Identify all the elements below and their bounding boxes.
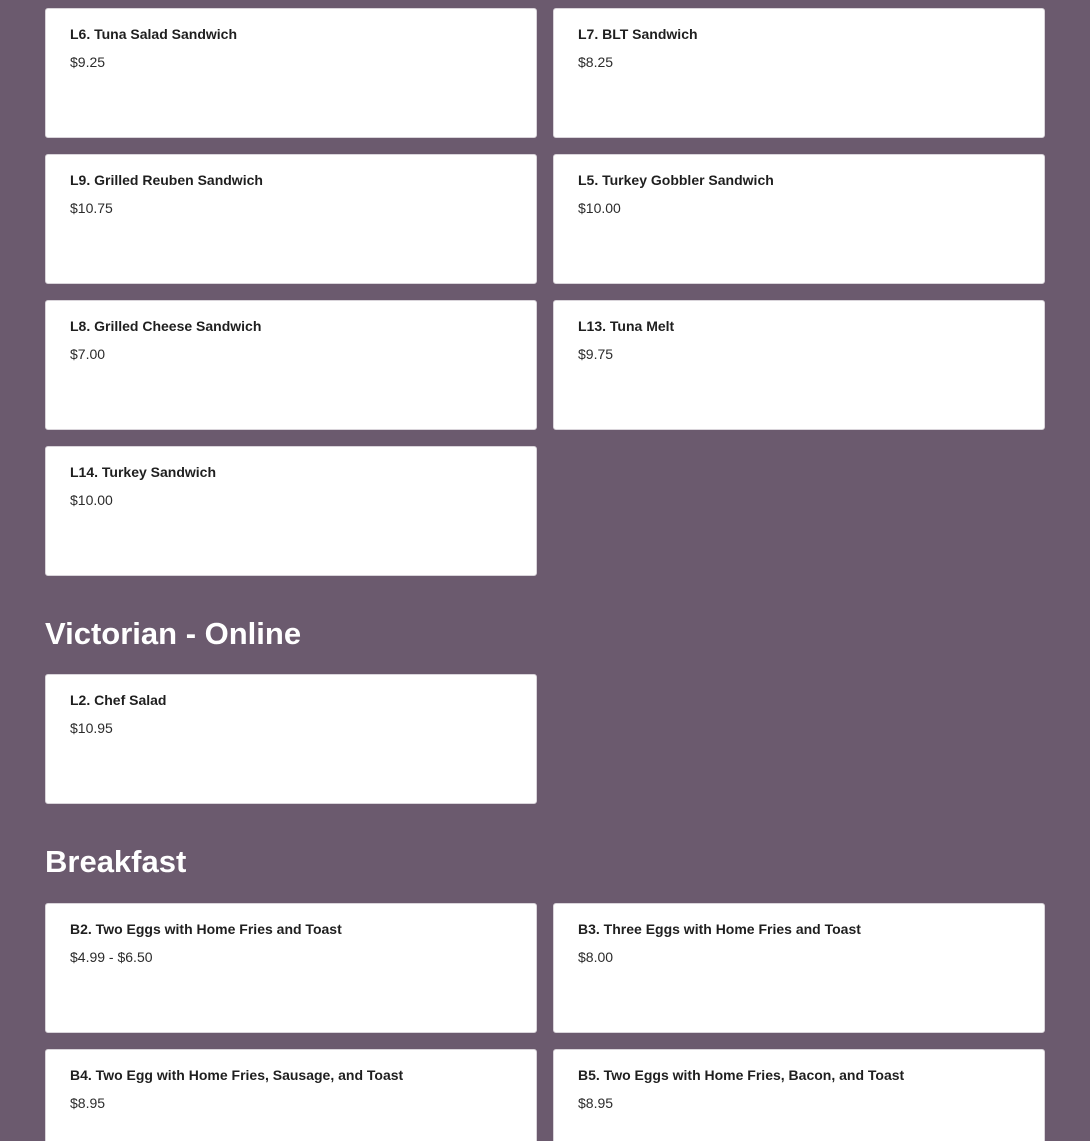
item-name: L8. Grilled Cheese Sandwich xyxy=(70,318,262,334)
menu-item-card[interactable] xyxy=(553,8,1045,138)
item-price: $10.00 xyxy=(70,492,113,508)
item-name: B2. Two Eggs with Home Fries and Toast xyxy=(70,921,342,937)
menu-item-card[interactable] xyxy=(45,674,537,804)
menu-item-card[interactable] xyxy=(45,446,537,576)
item-price: $8.25 xyxy=(578,54,614,70)
menu-item-card[interactable] xyxy=(553,1049,1045,1141)
item-name: B5. Two Eggs with Home Fries, Bacon, and Toast xyxy=(578,1067,905,1083)
menu-item-card[interactable] xyxy=(45,154,537,284)
item-price: $10.75 xyxy=(70,200,113,216)
item-name: L2. Chef Salad xyxy=(70,692,167,708)
item-name: L5. Turkey Gobbler Sandwich xyxy=(578,172,774,188)
item-price: $7.00 xyxy=(70,346,106,362)
section-title-breakfast: Breakfast xyxy=(45,844,187,879)
item-name: L13. Tuna Melt xyxy=(578,318,675,334)
menu-item-card[interactable] xyxy=(45,300,537,430)
section-title-victorian: Victorian - Online xyxy=(45,616,302,651)
item-name: B4. Two Egg with Home Fries, Sausage, and Toast xyxy=(70,1067,404,1083)
item-name: L7. BLT Sandwich xyxy=(578,26,698,42)
menu-item-card[interactable] xyxy=(553,300,1045,430)
item-name: B3. Three Eggs with Home Fries and Toast xyxy=(578,921,861,937)
victorian-items-grid xyxy=(45,674,1045,804)
item-price: $8.95 xyxy=(578,1095,614,1111)
item-name: L6. Tuna Salad Sandwich xyxy=(70,26,237,42)
item-price: $8.95 xyxy=(70,1095,106,1111)
item-price: $8.00 xyxy=(578,949,614,965)
menu-item-card[interactable] xyxy=(45,903,537,1033)
menu-item-card[interactable] xyxy=(45,1049,537,1141)
item-price: $9.25 xyxy=(70,54,106,70)
item-price: $9.75 xyxy=(578,346,614,362)
item-name: L14. Turkey Sandwich xyxy=(70,464,217,480)
item-price: $4.99 - $6.50 xyxy=(70,949,153,965)
item-price: $10.00 xyxy=(578,200,621,216)
menu-item-card[interactable] xyxy=(553,154,1045,284)
menu-item-card[interactable] xyxy=(553,903,1045,1033)
breakfast-items-grid xyxy=(45,903,1045,1141)
menu-item-card[interactable] xyxy=(45,8,537,138)
item-price: $10.95 xyxy=(70,720,113,736)
sandwich-items-grid xyxy=(45,8,1045,576)
item-name: L9. Grilled Reuben Sandwich xyxy=(70,172,263,188)
